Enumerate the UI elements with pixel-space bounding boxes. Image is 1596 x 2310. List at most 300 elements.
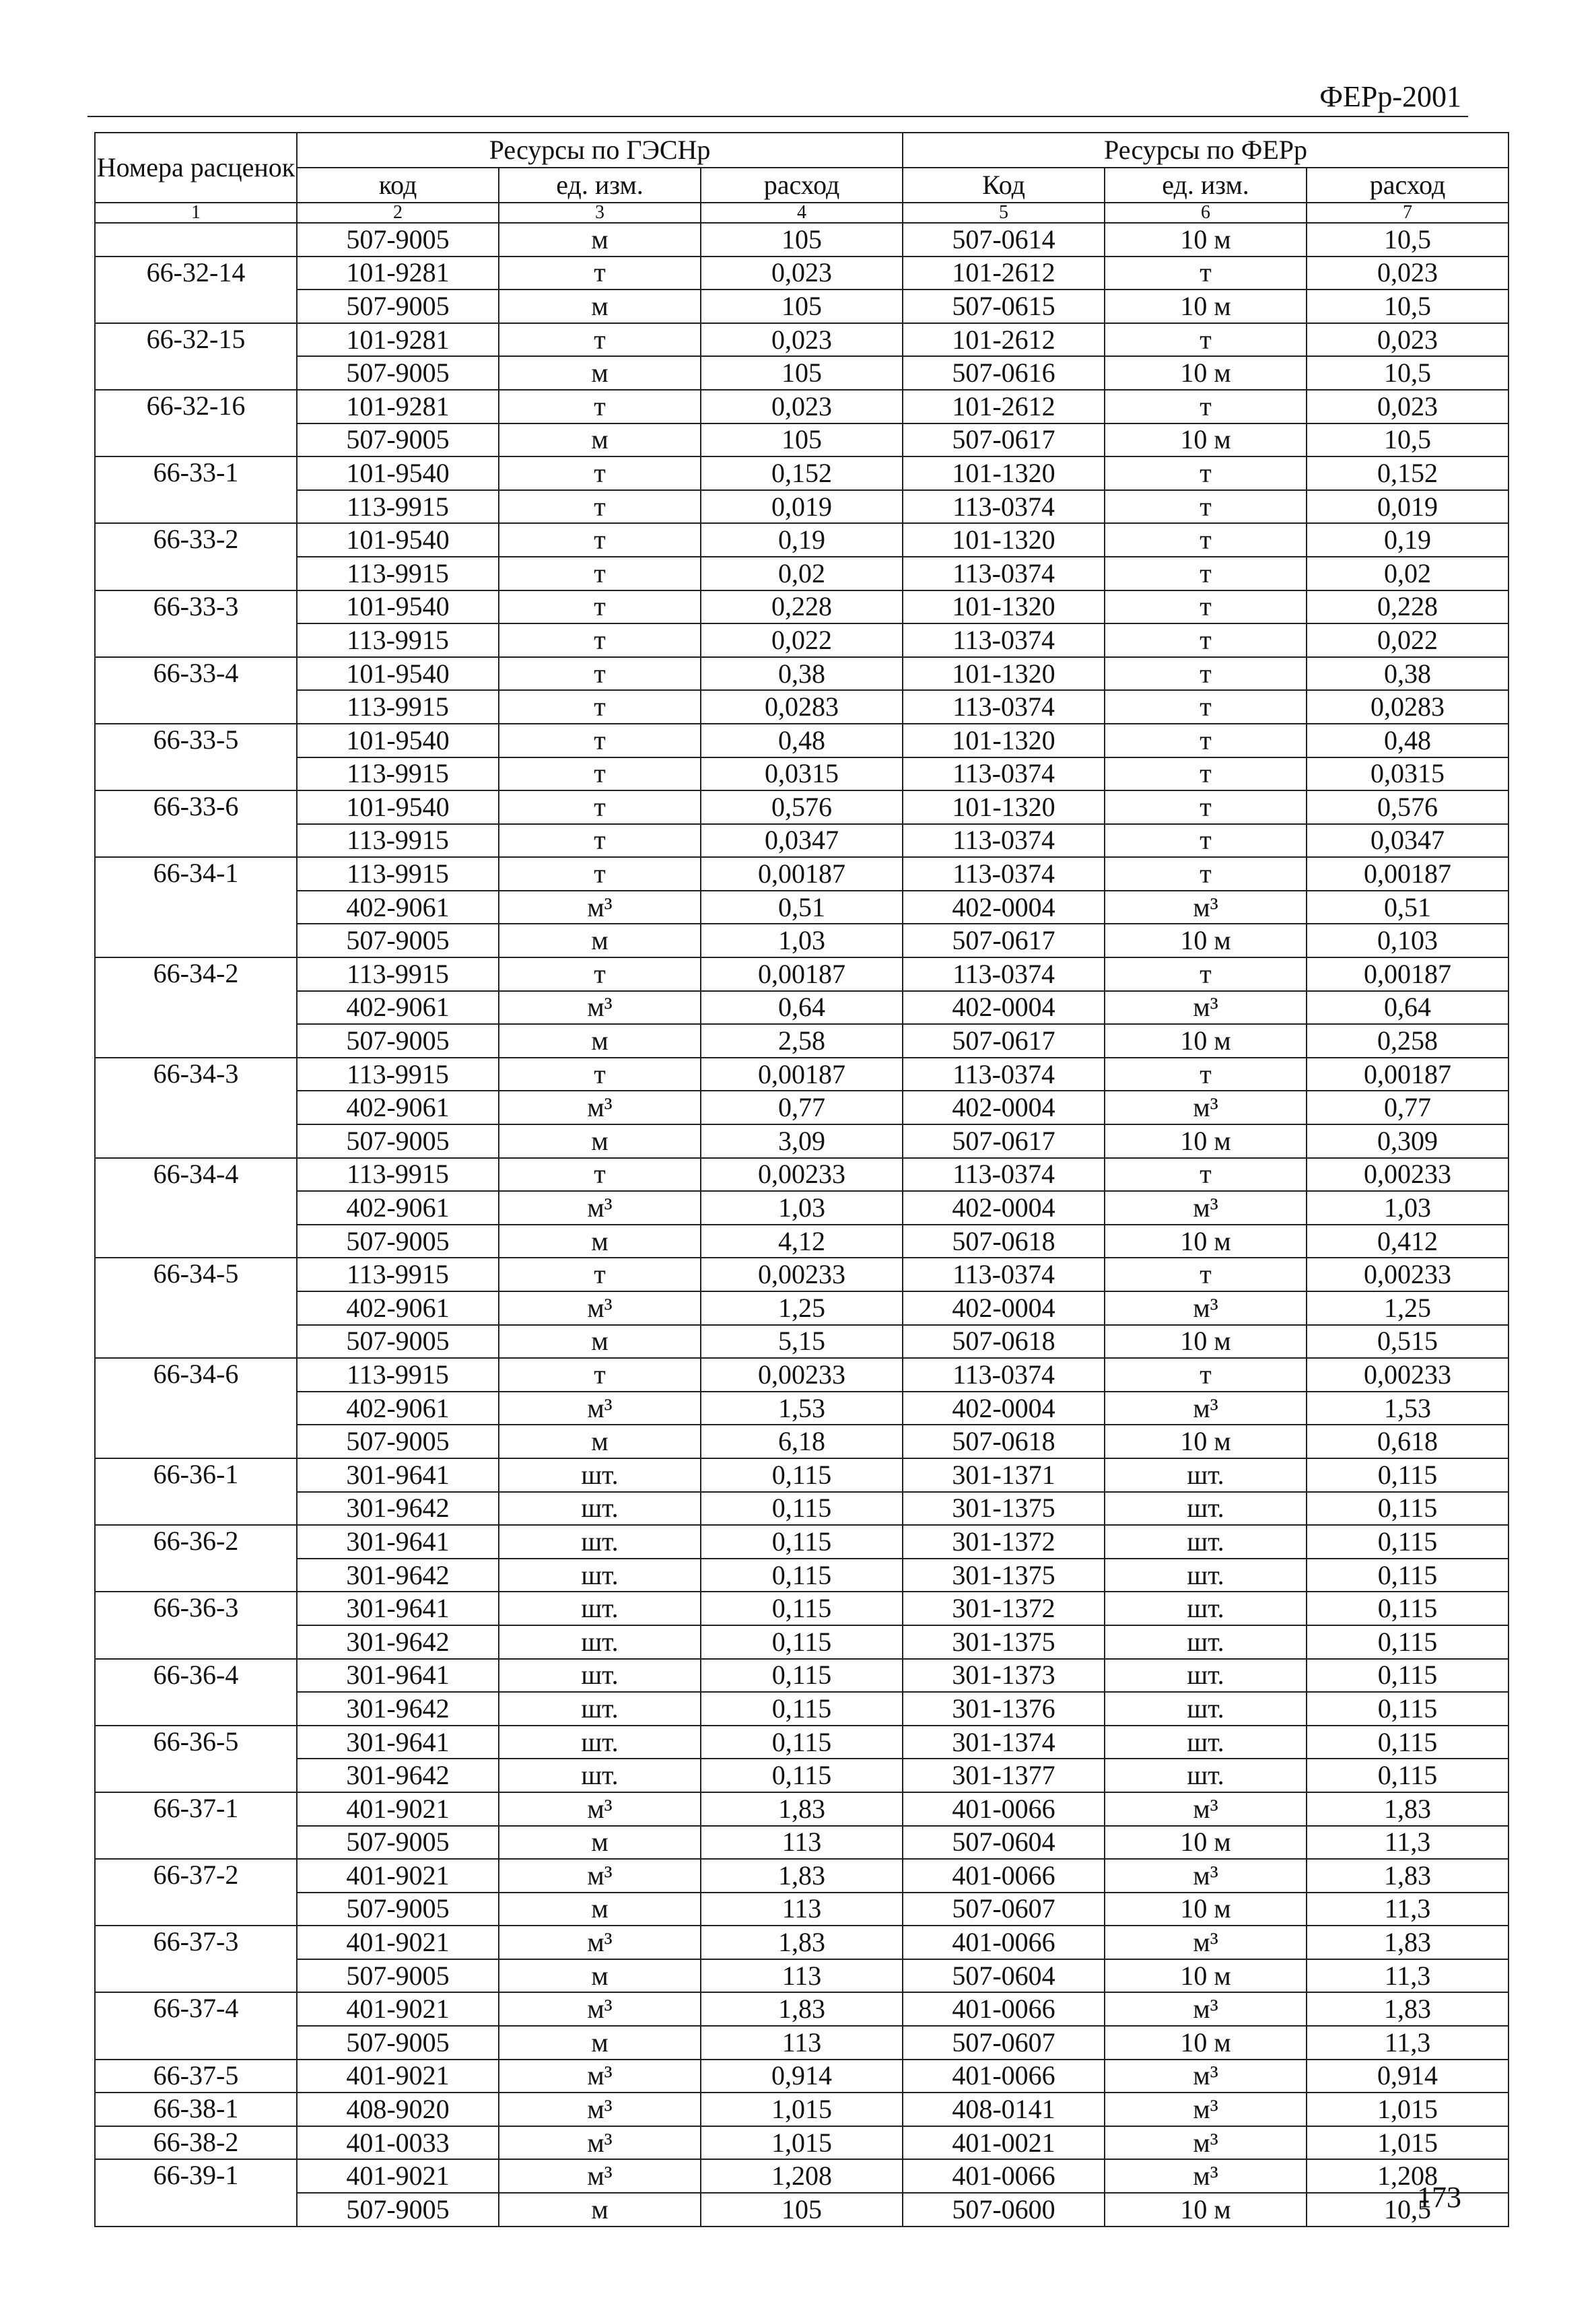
ferr-consumption: 0,103 bbox=[1307, 924, 1508, 957]
gesnr-code: 113-9915 bbox=[297, 1358, 499, 1392]
ferr-code: 113-0374 bbox=[903, 690, 1105, 724]
gesnr-consumption: 5,15 bbox=[701, 1325, 903, 1359]
gesnr-code: 507-9005 bbox=[297, 290, 499, 323]
gesnr-consumption: 1,83 bbox=[701, 1792, 903, 1826]
ferr-code: 113-0374 bbox=[903, 1058, 1105, 1091]
gesnr-consumption: 1,25 bbox=[701, 1291, 903, 1325]
gesnr-consumption: 0,115 bbox=[701, 1592, 903, 1625]
rate-number: 66-34-2 bbox=[95, 957, 297, 1058]
table-row bbox=[95, 590, 1508, 624]
table-row bbox=[95, 1559, 1508, 1592]
ferr-consumption: 0,258 bbox=[1307, 1024, 1508, 1058]
rate-number: 66-33-4 bbox=[95, 657, 297, 724]
ferr-consumption: 0,023 bbox=[1307, 390, 1508, 423]
rate-number: 66-33-2 bbox=[95, 523, 297, 590]
ferr-code: 401-0066 bbox=[903, 1859, 1105, 1893]
rate-number: 66-32-15 bbox=[95, 323, 297, 390]
ferr-unit: т bbox=[1105, 790, 1307, 824]
gesnr-unit: т bbox=[499, 323, 701, 357]
ferr-unit: 10 м bbox=[1105, 1959, 1307, 1993]
ferr-consumption: 1,83 bbox=[1307, 1859, 1508, 1893]
gesnr-unit: м³ bbox=[499, 1926, 701, 1959]
ferr-code: 401-0021 bbox=[903, 2126, 1105, 2160]
gesnr-consumption: 0,64 bbox=[701, 991, 903, 1025]
ferr-unit: м³ bbox=[1105, 1091, 1307, 1124]
ferr-consumption: 0,115 bbox=[1307, 1625, 1508, 1659]
rate-number: 66-33-5 bbox=[95, 724, 297, 790]
ferr-consumption: 0,576 bbox=[1307, 790, 1508, 824]
gesnr-code: 507-9005 bbox=[297, 2026, 499, 2060]
gesnr-unit: т bbox=[499, 757, 701, 791]
gesnr-consumption: 0,115 bbox=[701, 1726, 903, 1759]
header-consumption: расход bbox=[701, 168, 903, 203]
gesnr-unit: м bbox=[499, 290, 701, 323]
gesnr-code: 507-9005 bbox=[297, 1893, 499, 1926]
table-row bbox=[95, 991, 1508, 1025]
gesnr-code: 401-9021 bbox=[297, 2159, 499, 2193]
header-unit-ferr: ед. изм. bbox=[1105, 168, 1307, 203]
table-row bbox=[95, 1492, 1508, 1526]
gesnr-unit: т bbox=[499, 724, 701, 757]
ferr-unit: шт. bbox=[1105, 1692, 1307, 1726]
ferr-code: 507-0617 bbox=[903, 423, 1105, 457]
gesnr-unit: т bbox=[499, 1158, 701, 1192]
ferr-code: 101-2612 bbox=[903, 257, 1105, 290]
ferr-consumption: 11,3 bbox=[1307, 1959, 1508, 1993]
ferr-code: 507-0604 bbox=[903, 1959, 1105, 1993]
gesnr-consumption: 105 bbox=[701, 356, 903, 390]
gesnr-code: 101-9540 bbox=[297, 523, 499, 557]
gesnr-code: 507-9005 bbox=[297, 1024, 499, 1058]
header-group-ferr: Ресурсы по ФЕРр bbox=[903, 133, 1508, 168]
ferr-code: 113-0374 bbox=[903, 757, 1105, 791]
gesnr-consumption: 0,0283 bbox=[701, 690, 903, 724]
ferr-unit: 10 м bbox=[1105, 1893, 1307, 1926]
ferr-unit: м³ bbox=[1105, 2159, 1307, 2193]
gesnr-code: 507-9005 bbox=[297, 1425, 499, 1458]
gesnr-consumption: 0,00187 bbox=[701, 857, 903, 891]
table-body bbox=[95, 223, 1508, 2227]
page-number: 173 bbox=[1417, 2181, 1461, 2214]
ferr-unit: т bbox=[1105, 390, 1307, 423]
header-code-ferr: Код bbox=[903, 168, 1105, 203]
ferr-unit: т bbox=[1105, 1058, 1307, 1091]
gesnr-consumption: 4,12 bbox=[701, 1225, 903, 1258]
table-row bbox=[95, 1525, 1508, 1559]
table-row bbox=[95, 891, 1508, 924]
ferr-unit: 10 м bbox=[1105, 2193, 1307, 2227]
ferr-consumption: 0,115 bbox=[1307, 1659, 1508, 1693]
gesnr-code: 402-9061 bbox=[297, 1392, 499, 1425]
table-row bbox=[95, 456, 1508, 490]
gesnr-unit: шт. bbox=[499, 1458, 701, 1492]
column-number: 7 bbox=[1307, 203, 1508, 223]
table-row bbox=[95, 1091, 1508, 1124]
rate-number: 66-36-1 bbox=[95, 1458, 297, 1525]
gesnr-consumption: 0,0347 bbox=[701, 824, 903, 858]
gesnr-consumption: 0,115 bbox=[701, 1759, 903, 1792]
gesnr-unit: м bbox=[499, 2026, 701, 2060]
table-row bbox=[95, 1458, 1508, 1492]
gesnr-code: 402-9061 bbox=[297, 891, 499, 924]
table-row bbox=[95, 1592, 1508, 1625]
gesnr-unit: м³ bbox=[499, 1992, 701, 2026]
ferr-consumption: 11,3 bbox=[1307, 1893, 1508, 1926]
gesnr-code: 507-9005 bbox=[297, 1325, 499, 1359]
ferr-code: 101-1320 bbox=[903, 456, 1105, 490]
ferr-consumption: 1,83 bbox=[1307, 1792, 1508, 1826]
ferr-unit: т bbox=[1105, 323, 1307, 357]
ferr-code: 113-0374 bbox=[903, 623, 1105, 657]
gesnr-code: 401-9021 bbox=[297, 1859, 499, 1893]
rate-number: 66-37-2 bbox=[95, 1859, 297, 1926]
ferr-unit: 10 м bbox=[1105, 1425, 1307, 1458]
gesnr-consumption: 0,115 bbox=[701, 1625, 903, 1659]
gesnr-unit: м bbox=[499, 223, 701, 257]
table-row bbox=[95, 1859, 1508, 1893]
gesnr-code: 101-9540 bbox=[297, 790, 499, 824]
ferr-unit: т bbox=[1105, 523, 1307, 557]
gesnr-consumption: 0,38 bbox=[701, 657, 903, 691]
gesnr-unit: т bbox=[499, 790, 701, 824]
gesnr-consumption: 1,83 bbox=[701, 1859, 903, 1893]
table-row bbox=[95, 1992, 1508, 2026]
table-row bbox=[95, 824, 1508, 858]
table-row bbox=[95, 1893, 1508, 1926]
gesnr-code: 101-9540 bbox=[297, 724, 499, 757]
header-rule bbox=[88, 116, 1468, 117]
gesnr-code: 113-9915 bbox=[297, 824, 499, 858]
gesnr-code: 402-9061 bbox=[297, 1291, 499, 1325]
gesnr-unit: т bbox=[499, 557, 701, 590]
gesnr-code: 507-9005 bbox=[297, 356, 499, 390]
gesnr-consumption: 113 bbox=[701, 2026, 903, 2060]
ferr-consumption: 10,5 bbox=[1307, 356, 1508, 390]
rate-number: 66-34-6 bbox=[95, 1358, 297, 1458]
table-row bbox=[95, 724, 1508, 757]
ferr-unit: 10 м bbox=[1105, 1225, 1307, 1258]
ferr-consumption: 0,00187 bbox=[1307, 857, 1508, 891]
gesnr-unit: т bbox=[499, 1258, 701, 1291]
ferr-consumption: 0,0315 bbox=[1307, 757, 1508, 791]
ferr-code: 301-1372 bbox=[903, 1592, 1105, 1625]
ferr-unit: 10 м bbox=[1105, 356, 1307, 390]
gesnr-consumption: 0,115 bbox=[701, 1492, 903, 1526]
table-row bbox=[95, 2093, 1508, 2126]
ferr-code: 507-0607 bbox=[903, 1893, 1105, 1926]
gesnr-code: 113-9915 bbox=[297, 1158, 499, 1192]
ferr-consumption: 1,208 bbox=[1307, 2159, 1508, 2193]
ferr-unit: м³ bbox=[1105, 1792, 1307, 1826]
ferr-code: 507-0615 bbox=[903, 290, 1105, 323]
ferr-unit: т bbox=[1105, 824, 1307, 858]
ferr-consumption: 0,00233 bbox=[1307, 1158, 1508, 1192]
gesnr-code: 113-9915 bbox=[297, 1058, 499, 1091]
ferr-code: 507-0617 bbox=[903, 1124, 1105, 1158]
gesnr-unit: шт. bbox=[499, 1525, 701, 1559]
gesnr-code: 113-9915 bbox=[297, 1258, 499, 1291]
rate-number: 66-37-3 bbox=[95, 1926, 297, 1992]
gesnr-unit: м bbox=[499, 1425, 701, 1458]
table-row bbox=[95, 757, 1508, 791]
ferr-unit: т bbox=[1105, 757, 1307, 791]
ferr-unit: 10 м bbox=[1105, 1024, 1307, 1058]
gesnr-unit: м bbox=[499, 2193, 701, 2227]
ferr-unit: м³ bbox=[1105, 2126, 1307, 2160]
gesnr-unit: т bbox=[499, 957, 701, 991]
ferr-unit: 10 м bbox=[1105, 423, 1307, 457]
rate-number: 66-38-2 bbox=[95, 2126, 297, 2160]
ferr-consumption: 0,019 bbox=[1307, 490, 1508, 524]
gesnr-consumption: 3,09 bbox=[701, 1124, 903, 1158]
rate-number: 66-37-4 bbox=[95, 1992, 297, 2059]
table-row bbox=[95, 1759, 1508, 1792]
ferr-code: 402-0004 bbox=[903, 891, 1105, 924]
column-number: 4 bbox=[701, 203, 903, 223]
gesnr-unit: шт. bbox=[499, 1492, 701, 1526]
table-row bbox=[95, 1926, 1508, 1959]
table-row bbox=[95, 1191, 1508, 1225]
rate-number: 66-34-3 bbox=[95, 1058, 297, 1158]
gesnr-consumption: 105 bbox=[701, 423, 903, 457]
gesnr-unit: т bbox=[499, 590, 701, 624]
gesnr-consumption: 0,51 bbox=[701, 891, 903, 924]
ferr-consumption: 0,022 bbox=[1307, 623, 1508, 657]
gesnr-code: 301-9642 bbox=[297, 1759, 499, 1792]
ferr-unit: т bbox=[1105, 857, 1307, 891]
gesnr-consumption: 0,023 bbox=[701, 390, 903, 423]
rate-number: 66-32-16 bbox=[95, 390, 297, 456]
ferr-code: 301-1375 bbox=[903, 1625, 1105, 1659]
gesnr-code: 101-9281 bbox=[297, 257, 499, 290]
table-row bbox=[95, 857, 1508, 891]
gesnr-code: 507-9005 bbox=[297, 2193, 499, 2227]
gesnr-unit: м bbox=[499, 423, 701, 457]
ferr-unit: м³ bbox=[1105, 991, 1307, 1025]
rate-number: 66-32-14 bbox=[95, 257, 297, 323]
ferr-code: 402-0004 bbox=[903, 1291, 1105, 1325]
table-row bbox=[95, 1058, 1508, 1091]
gesnr-code: 301-9641 bbox=[297, 1458, 499, 1492]
ferr-unit: м³ bbox=[1105, 2093, 1307, 2126]
table-row bbox=[95, 1792, 1508, 1826]
table-row bbox=[95, 356, 1508, 390]
ferr-code: 113-0374 bbox=[903, 1258, 1105, 1291]
ferr-consumption: 0,51 bbox=[1307, 891, 1508, 924]
ferr-code: 507-0607 bbox=[903, 2026, 1105, 2060]
rate-number: 66-36-3 bbox=[95, 1592, 297, 1658]
gesnr-code: 101-9540 bbox=[297, 456, 499, 490]
rate-number: 66-34-1 bbox=[95, 857, 297, 957]
gesnr-code: 301-9641 bbox=[297, 1659, 499, 1693]
gesnr-consumption: 0,023 bbox=[701, 323, 903, 357]
rate-number: 66-33-1 bbox=[95, 456, 297, 523]
ferr-consumption: 0,48 bbox=[1307, 724, 1508, 757]
ferr-code: 507-0604 bbox=[903, 1826, 1105, 1860]
gesnr-consumption: 1,208 bbox=[701, 2159, 903, 2193]
table-row bbox=[95, 657, 1508, 691]
gesnr-code: 101-9281 bbox=[297, 323, 499, 357]
ferr-code: 113-0374 bbox=[903, 824, 1105, 858]
table-row bbox=[95, 1392, 1508, 1425]
table-row bbox=[95, 957, 1508, 991]
gesnr-unit: т bbox=[499, 824, 701, 858]
rate-number: 66-39-1 bbox=[95, 2159, 297, 2226]
gesnr-code: 401-9021 bbox=[297, 1926, 499, 1959]
ferr-code: 301-1372 bbox=[903, 1525, 1105, 1559]
ferr-unit: шт. bbox=[1105, 1559, 1307, 1592]
gesnr-unit: шт. bbox=[499, 1759, 701, 1792]
ferr-unit: т bbox=[1105, 1158, 1307, 1192]
rate-number: 66-34-4 bbox=[95, 1158, 297, 1258]
ferr-code: 113-0374 bbox=[903, 957, 1105, 991]
ferr-consumption: 0,309 bbox=[1307, 1124, 1508, 1158]
ferr-unit: м³ bbox=[1105, 1859, 1307, 1893]
ferr-unit: м³ bbox=[1105, 891, 1307, 924]
gesnr-unit: т bbox=[499, 1058, 701, 1091]
ferr-consumption: 1,25 bbox=[1307, 1291, 1508, 1325]
gesnr-consumption: 0,02 bbox=[701, 557, 903, 590]
table-row bbox=[95, 1959, 1508, 1993]
ferr-unit: м³ bbox=[1105, 1191, 1307, 1225]
ferr-code: 408-0141 bbox=[903, 2093, 1105, 2126]
table-row bbox=[95, 323, 1508, 357]
ferr-consumption: 0,115 bbox=[1307, 1592, 1508, 1625]
ferr-unit: м³ bbox=[1105, 1992, 1307, 2026]
table-row bbox=[95, 924, 1508, 957]
ferr-consumption: 0,023 bbox=[1307, 323, 1508, 357]
ferr-code: 402-0004 bbox=[903, 1091, 1105, 1124]
gesnr-consumption: 113 bbox=[701, 1826, 903, 1860]
ferr-unit: 10 м bbox=[1105, 2026, 1307, 2060]
ferr-code: 507-0618 bbox=[903, 1425, 1105, 1458]
ferr-code: 301-1375 bbox=[903, 1492, 1105, 1526]
ferr-consumption: 0,115 bbox=[1307, 1726, 1508, 1759]
gesnr-consumption: 0,914 bbox=[701, 2060, 903, 2093]
ferr-code: 401-0066 bbox=[903, 2159, 1105, 2193]
gesnr-consumption: 1,83 bbox=[701, 1926, 903, 1959]
ferr-consumption: 0,00187 bbox=[1307, 957, 1508, 991]
gesnr-code: 301-9642 bbox=[297, 1625, 499, 1659]
ferr-consumption: 0,115 bbox=[1307, 1692, 1508, 1726]
gesnr-code: 401-9021 bbox=[297, 1792, 499, 1826]
ferr-consumption: 1,53 bbox=[1307, 1392, 1508, 1425]
ferr-unit: т bbox=[1105, 623, 1307, 657]
ferr-consumption: 0,152 bbox=[1307, 456, 1508, 490]
column-number: 5 bbox=[903, 203, 1105, 223]
rate-number: 66-38-1 bbox=[95, 2093, 297, 2126]
gesnr-unit: т bbox=[499, 390, 701, 423]
ferr-code: 113-0374 bbox=[903, 1358, 1105, 1392]
column-number: 3 bbox=[499, 203, 701, 223]
ferr-code: 507-0617 bbox=[903, 1024, 1105, 1058]
resource-table bbox=[94, 132, 1509, 2227]
gesnr-consumption: 0,77 bbox=[701, 1091, 903, 1124]
table-row bbox=[95, 1258, 1508, 1291]
ferr-consumption: 0,115 bbox=[1307, 1492, 1508, 1526]
gesnr-unit: м bbox=[499, 1826, 701, 1860]
table-row bbox=[95, 623, 1508, 657]
ferr-code: 113-0374 bbox=[903, 857, 1105, 891]
gesnr-consumption: 0,152 bbox=[701, 456, 903, 490]
gesnr-code: 113-9915 bbox=[297, 623, 499, 657]
ferr-unit: шт. bbox=[1105, 1492, 1307, 1526]
ferr-unit: т bbox=[1105, 557, 1307, 590]
header-code: код bbox=[297, 168, 499, 203]
ferr-consumption: 0,228 bbox=[1307, 590, 1508, 624]
ferr-unit: т bbox=[1105, 590, 1307, 624]
gesnr-consumption: 0,19 bbox=[701, 523, 903, 557]
table-row bbox=[95, 1826, 1508, 1860]
rate-number: 66-33-3 bbox=[95, 590, 297, 657]
ferr-code: 401-0066 bbox=[903, 1992, 1105, 2026]
gesnr-unit: м³ bbox=[499, 1291, 701, 1325]
table-row bbox=[95, 423, 1508, 457]
gesnr-unit: м bbox=[499, 924, 701, 957]
gesnr-code: 301-9641 bbox=[297, 1726, 499, 1759]
table-row bbox=[95, 1158, 1508, 1192]
gesnr-consumption: 0,48 bbox=[701, 724, 903, 757]
gesnr-consumption: 0,00233 bbox=[701, 1158, 903, 1192]
gesnr-code: 408-9020 bbox=[297, 2093, 499, 2126]
gesnr-consumption: 0,228 bbox=[701, 590, 903, 624]
gesnr-consumption: 105 bbox=[701, 2193, 903, 2227]
gesnr-unit: м³ bbox=[499, 1792, 701, 1826]
gesnr-consumption: 105 bbox=[701, 290, 903, 323]
ferr-code: 101-1320 bbox=[903, 724, 1105, 757]
gesnr-consumption: 1,015 bbox=[701, 2093, 903, 2126]
ferr-code: 301-1376 bbox=[903, 1692, 1105, 1726]
gesnr-unit: м³ bbox=[499, 2159, 701, 2193]
ferr-code: 402-0004 bbox=[903, 1191, 1105, 1225]
ferr-code: 301-1377 bbox=[903, 1759, 1105, 1792]
rate-number: 66-34-5 bbox=[95, 1258, 297, 1358]
ferr-consumption: 10,5 bbox=[1307, 223, 1508, 257]
rate-number bbox=[95, 223, 297, 257]
ferr-consumption: 1,83 bbox=[1307, 1992, 1508, 2026]
gesnr-consumption: 1,03 bbox=[701, 1191, 903, 1225]
gesnr-code: 113-9915 bbox=[297, 690, 499, 724]
ferr-code: 101-1320 bbox=[903, 657, 1105, 691]
header-rate-numbers: Номера расценок bbox=[95, 133, 297, 203]
table-row bbox=[95, 557, 1508, 590]
ferr-unit: т bbox=[1105, 724, 1307, 757]
table-row bbox=[95, 2060, 1508, 2093]
gesnr-code: 101-9540 bbox=[297, 590, 499, 624]
gesnr-unit: м bbox=[499, 1893, 701, 1926]
ferr-unit: шт. bbox=[1105, 1458, 1307, 1492]
gesnr-unit: м bbox=[499, 1225, 701, 1258]
header-consumption-ferr: расход bbox=[1307, 168, 1508, 203]
ferr-unit: м³ bbox=[1105, 1392, 1307, 1425]
ferr-consumption: 1,015 bbox=[1307, 2126, 1508, 2160]
ferr-consumption: 11,3 bbox=[1307, 1826, 1508, 1860]
ferr-unit: м³ bbox=[1105, 1291, 1307, 1325]
gesnr-unit: м bbox=[499, 1024, 701, 1058]
gesnr-consumption: 0,115 bbox=[701, 1458, 903, 1492]
table-row bbox=[95, 1225, 1508, 1258]
ferr-unit: м³ bbox=[1105, 1926, 1307, 1959]
gesnr-code: 401-0033 bbox=[297, 2126, 499, 2160]
gesnr-code: 301-9642 bbox=[297, 1559, 499, 1592]
ferr-consumption: 0,38 bbox=[1307, 657, 1508, 691]
ferr-consumption: 0,00233 bbox=[1307, 1358, 1508, 1392]
ferr-unit: 10 м bbox=[1105, 223, 1307, 257]
gesnr-consumption: 0,0315 bbox=[701, 757, 903, 791]
table-row bbox=[95, 390, 1508, 423]
gesnr-code: 402-9061 bbox=[297, 991, 499, 1025]
gesnr-consumption: 0,019 bbox=[701, 490, 903, 524]
